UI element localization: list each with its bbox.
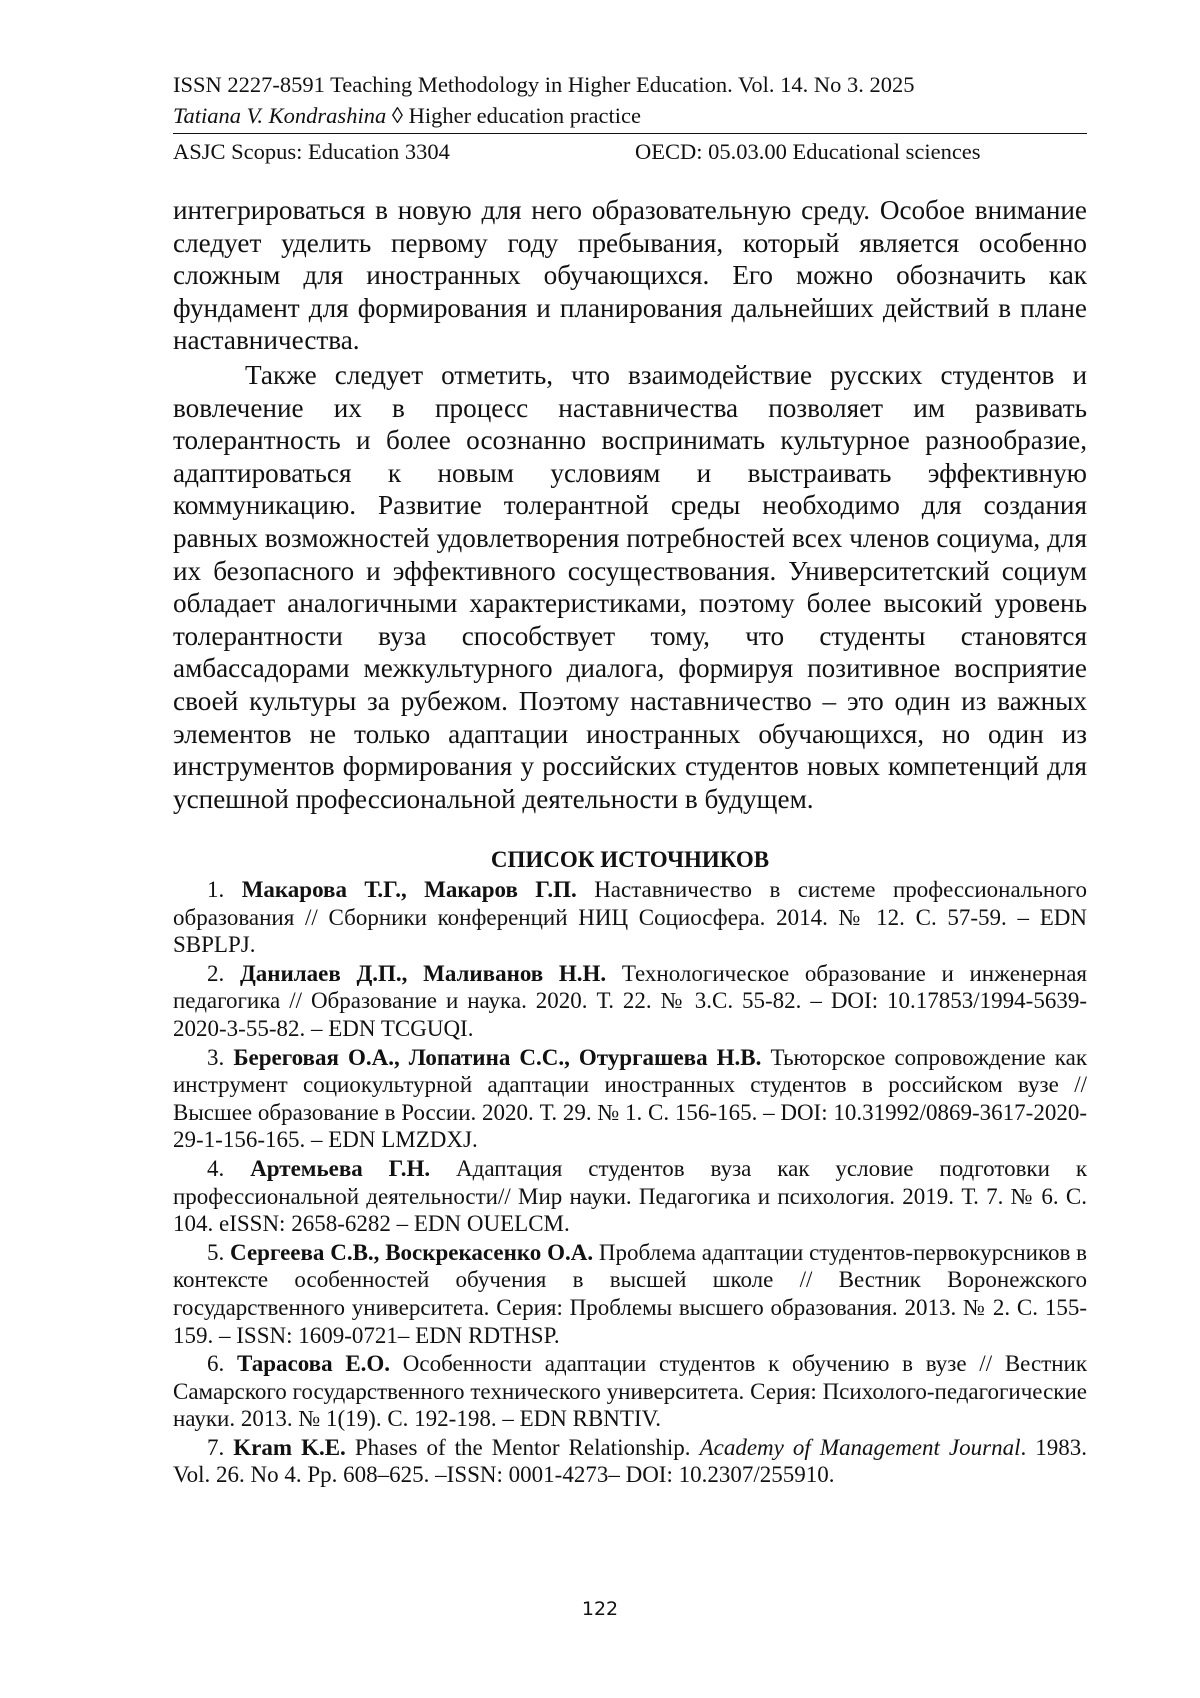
header-section: Higher education practice bbox=[408, 103, 641, 128]
reference-authors: Береговая О.А., Лопатина С.С., Отургашева Н.В. bbox=[233, 1044, 762, 1070]
reference-journal: Academy of Management Journal bbox=[699, 1434, 1021, 1460]
reference-authors: Макарова Т.Г., Макаров Г.П. bbox=[241, 877, 577, 902]
journal-issn-line: ISSN 2227-8591 Teaching Methodology in Higher Education. Vol. 14. No 3. 2025 bbox=[173, 72, 915, 97]
reference-number: 5. bbox=[207, 1239, 225, 1265]
body-paragraph-1: интегрироваться в новую для него образовательную среду. Особое внимание следует уделить первому году пребывания, который является особенно сложным для иностранных обучающихся. Его можно обозначить как фундамент для формирования и планирования дальнейших действий в плане наставничества. bbox=[173, 195, 1087, 356]
reference-item bbox=[173, 876, 1087, 959]
reference-authors: Артемьева Г.Н. bbox=[250, 1155, 431, 1181]
reference-number: 1. bbox=[207, 877, 225, 902]
reference-number: 6. bbox=[207, 1351, 225, 1377]
reference-authors: Kram K.E. bbox=[233, 1434, 346, 1460]
asjc-classification: ASJC Scopus: Education 3304 bbox=[173, 139, 450, 164]
page-number: 122 bbox=[581, 1598, 619, 1620]
reference-number: 3. bbox=[207, 1044, 225, 1070]
reference-text: Особенности адаптации студентов к обучению в вузе // Вестник Самарского государственного технического университета. Серия: Психолого-педагогические науки. 2013. № 1(19). С. 192-198. – EDN RBNTIV. bbox=[173, 1351, 1087, 1432]
reference-item bbox=[173, 1434, 1087, 1489]
header-author: Tatiana V. Kondrashina bbox=[173, 103, 387, 128]
reference-number: 2. bbox=[207, 960, 225, 986]
reference-text: Phases of the Mentor Relationship. bbox=[354, 1434, 691, 1460]
reference-item bbox=[173, 1044, 1087, 1154]
reference-authors: Данилаев Д.П., Маливанов Н.Н. bbox=[239, 960, 607, 986]
header-rule bbox=[173, 133, 1087, 134]
reference-details: . 1983. Vol. 26. No 4. Pp. 608–625. –ISSN: 0001-4273– DOI: 10.2307/255910. bbox=[173, 1434, 1088, 1488]
reference-item bbox=[173, 1155, 1087, 1238]
reference-text: Технологическое образование и инженерная педагогика // Образование и наука. 2020. Т. 22. № 3.С. 55-82. – DOI: 10.17853/1994-5639-2020-3-55-82. – EDN TCGUQI. bbox=[173, 960, 1088, 1041]
references-title: СПИСОК ИСТОЧНИКОВ bbox=[490, 847, 770, 872]
reference-number: 4. bbox=[207, 1155, 225, 1181]
running-header bbox=[173, 70, 1087, 167]
reference-authors: Сергеева С.В., Воскрекасенко О.А. bbox=[230, 1239, 594, 1265]
reference-item bbox=[173, 1239, 1087, 1349]
reference-text: Проблема адаптации студентов-первокурсников в контексте особенностей обучения в высшей школе // Вестник Воронежского государственного университета. Серия: Проблемы высшего образования. 2013. № 2. С. 155-159. – ISSN: 1609-0721– EDN RDTHSP. bbox=[173, 1239, 1087, 1348]
references-list bbox=[173, 876, 1087, 1490]
reference-text: Адаптация студентов вуза как условие подготовки к профессиональной деятельности// Мир науки. Педагогика и психология. 2019. Т. 7. № 6. С. 104. eISSN: 2658-6282 – EDN OUELCM. bbox=[173, 1155, 1088, 1237]
reference-authors: Тарасова Е.О. bbox=[236, 1351, 391, 1377]
classification-line bbox=[173, 137, 1087, 167]
article-body bbox=[173, 194, 1087, 815]
reference-text: Тьюторское сопровождение как инструмент социокультурной адаптации иностранных студентов в российском вузе // Высшее образование в России. 2020. Т. 29. № 1. С. 156-165. – DOI: 10.31992/0869-3617-2020-29-1-156-165. – EDN LMZDXJ. bbox=[173, 1044, 1088, 1153]
reference-number: 7. bbox=[207, 1434, 225, 1460]
reference-text: Наставничество в системе профессионального образования // Сборники конференций НИЦ Социосфера. 2014. № 12. С. 57-59. – EDN SBPLPJ. bbox=[173, 877, 1088, 958]
body-paragraph-2: Также следует отметить, что взаимодействие русских студентов и вовлечение их в процесс наставничества позволяет им развивать толерантность и более осознанно воспринимать культурное разнообразие, адаптироваться к новым условиям и выстраивать эффективную коммуникацию. Развитие толерантной среды необходимо для создания равных возможностей удовлетворения потребностей всех членов социума, для их безопасного и эффективного сосуществования. Университетский социум обладает аналогичными характеристиками, поэтому более высокий уровень толерантности вуза способствует тому, что студенты становятся амбассадорами межкультурного диалога, формируя позитивное восприятие своей культуры за рубежом. Поэтому наставничество – это один из важных элементов не только адаптации иностранных обучающихся, но один из инструментов формирования у российских студентов новых компетенций для успешной профессиональной деятельности в будущем. bbox=[173, 359, 1087, 814]
author-section-line bbox=[173, 100, 1087, 131]
header-separator: ◊ bbox=[386, 103, 409, 128]
oecd-classification: OECD: 05.03.00 Educational sciences bbox=[635, 139, 981, 164]
reference-item bbox=[173, 1350, 1087, 1433]
reference-item bbox=[173, 960, 1087, 1043]
